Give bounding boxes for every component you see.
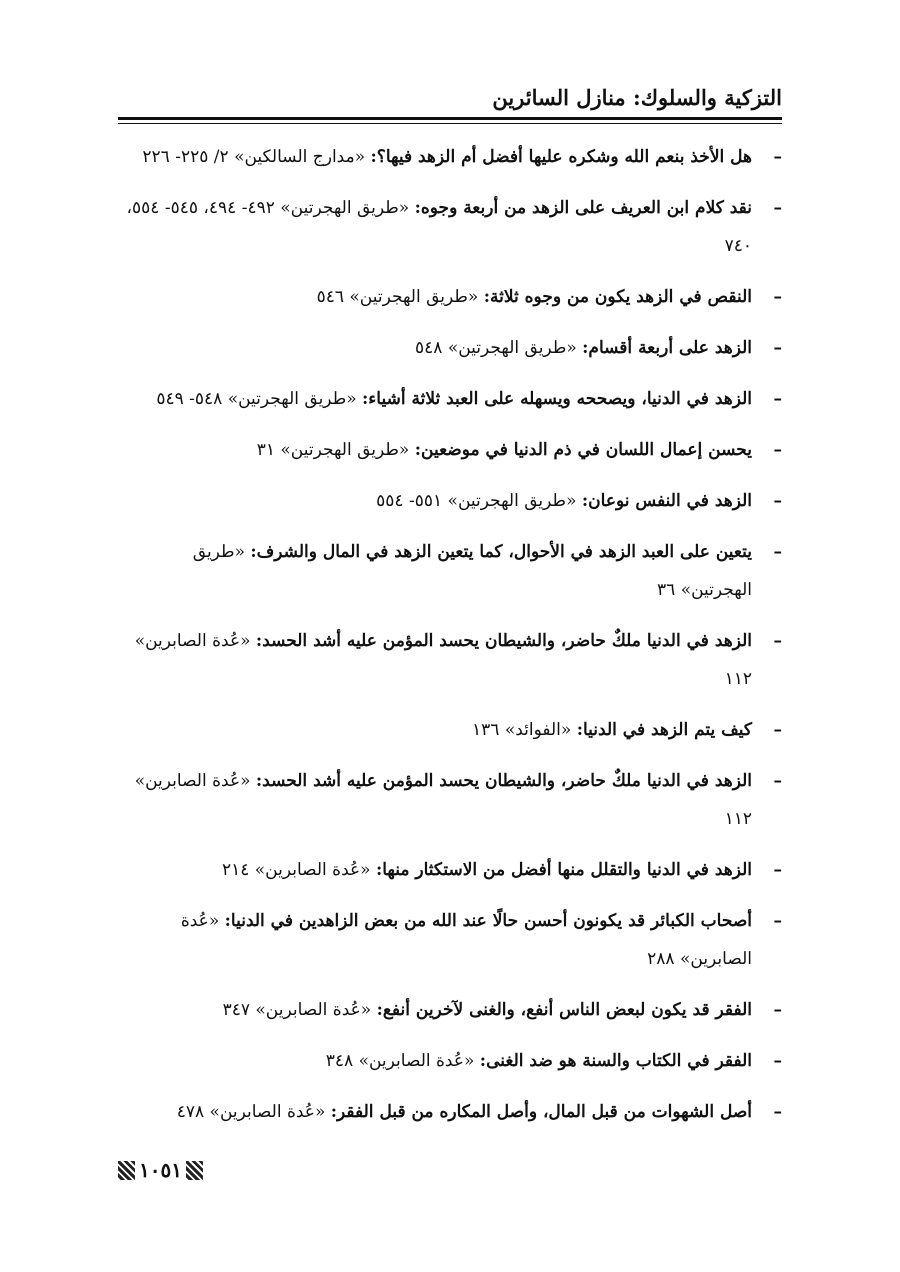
entry-dash: – [773,1051,782,1071]
entry-dash: – [773,771,782,791]
header-rule-thick [118,117,782,120]
entry-topic: الزهد في الدنيا ملكٌ حاضر، والشيطان يحسد المؤمن عليه أشد الحسد: [255,771,752,791]
entry-reference: «عُدة الصابرين» ٢٨٨ [180,911,752,969]
entry-dash: – [773,389,782,409]
entry-topic: نقد كلام ابن العريف على الزهد من أربعة وجوه: [414,198,752,218]
entry-topic: الزهد على أربعة أقسام: [582,338,752,358]
entry-dash: – [773,631,782,651]
entry-reference: «عُدة الصابرين» ٣٤٧ [222,1000,372,1020]
entry-reference: «طريق الهجرتين» ٥٤٦ [316,287,479,307]
entry-reference: «طريق الهجرتين» ٣٦ [192,542,752,600]
entry-dash: – [773,720,782,740]
entry-topic: كيف يتم الزهد في الدنيا: [576,720,752,740]
entry-topic: الزهد في الدنيا، ويصححه ويسهله على العبد ثلاثة أشياء: [362,389,752,409]
entry-dash: – [773,198,782,218]
entry-topic: الزهد في الدنيا والتقلل منها أفضل من الاستكثار منها: [375,860,752,880]
entry-topic: النقص في الزهد يكون من وجوه ثلاثة: [483,287,752,307]
entry-reference: «عُدة الصابرين» ٣٤٨ [325,1051,475,1071]
entry-reference: «عُدة الصابرين» ٢١٤ [221,860,371,880]
entry-dash: – [773,911,782,931]
index-entry [118,902,782,978]
entry-topic: هل الأخذ بنعم الله وشكره عليها أفضل أم الزهد فيها؟: [370,147,752,167]
index-entry [118,533,782,609]
header-rule-thin [118,123,782,124]
index-entry [118,189,782,265]
index-entry [118,329,782,367]
entry-dash: – [773,147,782,167]
entry-reference: «مدارج السالكين» ٢/ ٢٢٥- ٢٢٦ [142,147,366,167]
entry-reference: «طريق الهجرتين» ٥٤٨- ٥٤٩ [156,389,357,409]
entry-reference: «عُدة الصابرين» ١١٢ [134,631,752,689]
entry-dash: – [773,440,782,460]
entry-reference: «طريق الهجرتين» ٥٤٨ [415,338,577,358]
index-entry [118,278,782,316]
index-entry [118,482,782,520]
index-entry [118,622,782,698]
page-number: ١٠٥١ [139,1158,182,1182]
page-header-title: التزكية والسلوك: منازل السائرين [492,85,782,110]
entry-dash: – [773,542,782,562]
ornament-right-icon [186,1161,203,1180]
entry-topic: الزهد في الدنيا ملكٌ حاضر، والشيطان يحسد المؤمن عليه أشد الحسد: [255,631,752,651]
page-footer [118,1158,203,1182]
index-entry [118,1093,782,1131]
index-entry [118,1042,782,1080]
entry-dash: – [773,338,782,358]
entry-dash: – [773,860,782,880]
entry-reference: «طريق الهجرتين» ٥٥١- ٥٥٤ [376,491,577,511]
index-entry [118,138,782,176]
index-entries [118,138,782,1144]
index-entry [118,380,782,418]
entry-reference: «طريق الهجرتين» ٤٩٢- ٤٩٤، ٥٤٥- ٥٥٤، ٧٤٠ [126,198,752,256]
entry-dash: – [773,491,782,511]
index-entry [118,762,782,838]
entry-reference: «طريق الهجرتين» ٣١ [256,440,410,460]
entry-topic: أصل الشهوات من قبل المال، وأصل المكاره من قبل الفقر: [330,1102,752,1122]
entry-topic: يحسن إعمال اللسان في ذم الدنيا في موضعين: [414,440,752,460]
entry-reference: «عُدة الصابرين» ١١٢ [134,771,752,829]
entry-reference: «عُدة الصابرين» ٤٧٨ [176,1102,326,1122]
entry-topic: الفقر في الكتاب والسنة هو ضد الغنى: [479,1051,752,1071]
entry-topic: أصحاب الكبائر قد يكونون أحسن حالًا عند الله من بعض الزاهدين في الدنيا: [224,911,752,931]
entry-topic: الفقر قد يكون لبعض الناس أنفع، والغنى لآخرين أنفع: [376,1000,752,1020]
entry-dash: – [773,1000,782,1020]
ornament-left-icon [118,1161,135,1180]
index-entry [118,851,782,889]
entry-topic: يتعين على العبد الزهد في الأحوال، كما يتعين الزهد في المال والشرف: [250,542,752,562]
entry-dash: – [773,287,782,307]
entry-reference: «الفوائد» ١٣٦ [472,720,572,740]
entry-topic: الزهد في النفس نوعان: [581,491,752,511]
index-entry [118,991,782,1029]
entry-dash: – [773,1102,782,1122]
index-entry [118,711,782,749]
index-entry [118,431,782,469]
